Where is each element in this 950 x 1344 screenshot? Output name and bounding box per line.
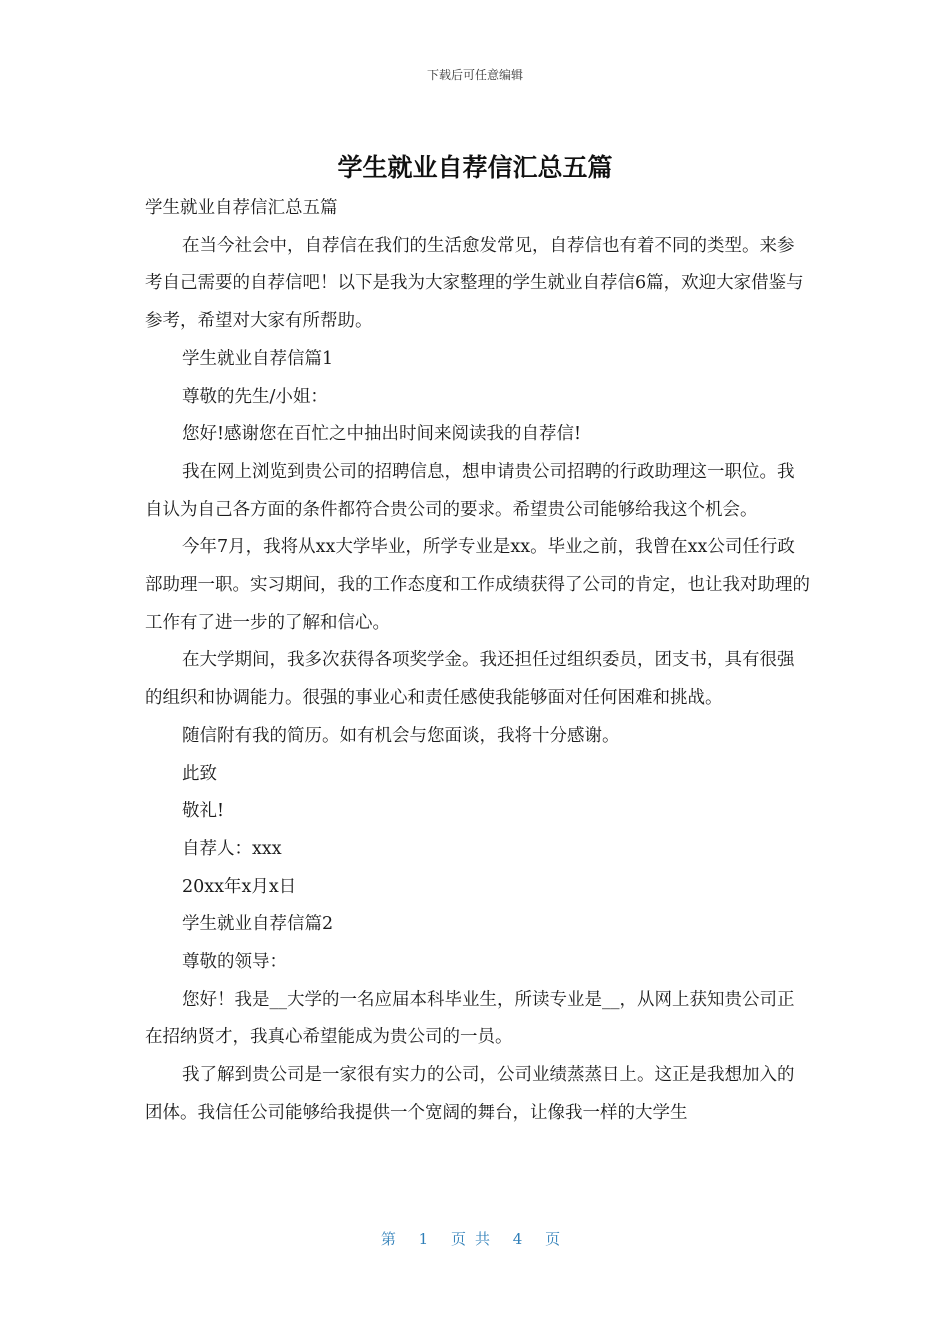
paragraph: 学生就业自荐信汇总五篇	[145, 198, 338, 218]
closing: 此致	[182, 763, 217, 784]
paragraph: 在当今社会中，自荐信在我们的生活愈发常见，自荐信也有着不同的类型。来参考自己需要的自荐信吧！以下是我为大家整理的学生就业自荐信6篇，欢迎大家借鉴与参考，希望对大家有所帮助。	[145, 235, 804, 332]
paragraph: 随信附有我的简历。如有机会与您面谈，我将十分感谢。	[182, 725, 620, 746]
paragraph: 我了解到贵公司是一家很有实力的公司，公司业绩蒸蒸日上。这正是我想加入的团体。我信任公司能够给我提供一个宽阔的舞台，让像我一样的大学生	[145, 1065, 795, 1123]
paragraph: 在大学期间，我多次获得各项奖学金。我还担任过组织委员，团支书，具有很强的组织和协调能力。很强的事业心和责任感使我能够面对任何困难和挑战。	[145, 650, 795, 709]
header-note: 下载后可任意编辑	[426, 68, 523, 82]
document-body	[145, 190, 810, 1133]
date: 20xx年x月x日	[182, 876, 297, 897]
section-heading: 学生就业自荐信篇1	[182, 348, 334, 369]
paragraph: 您好！我是__大学的一名应届本科毕业生，所读专业是__，从网上获知贵公司正在招纳贤才，我真心希望能成为贵公司的一员。	[145, 989, 795, 1048]
page-number-footer: 第 1 页共 4 页	[380, 1230, 570, 1248]
closing: 敬礼!	[182, 801, 225, 822]
paragraph: 我在网上浏览到贵公司的招聘信息，想申请贵公司招聘的行政助理这一职位。我自认为自己各方面的条件都符合贵公司的要求。希望贵公司能够给我这个机会。	[145, 461, 795, 520]
signature: 自荐人：xxx	[182, 838, 282, 859]
paragraph: 您好!感谢您在百忙之中抽出时间来阅读我的自荐信!	[182, 424, 582, 445]
section-heading: 学生就业自荐信篇2	[182, 914, 334, 935]
salutation: 尊敬的领导：	[182, 952, 287, 973]
paragraph: 今年7月，我将从xx大学毕业，所学专业是xx。毕业之前，我曾在xx公司任行政部助理一职。实习期间，我的工作态度和工作成绩获得了公司的肯定，也让我对助理的工作有了进一步的了解和信心。	[145, 537, 810, 633]
salutation: 尊敬的先生/小姐：	[182, 386, 328, 407]
document-title: 学生就业自荐信汇总五篇	[337, 153, 613, 182]
